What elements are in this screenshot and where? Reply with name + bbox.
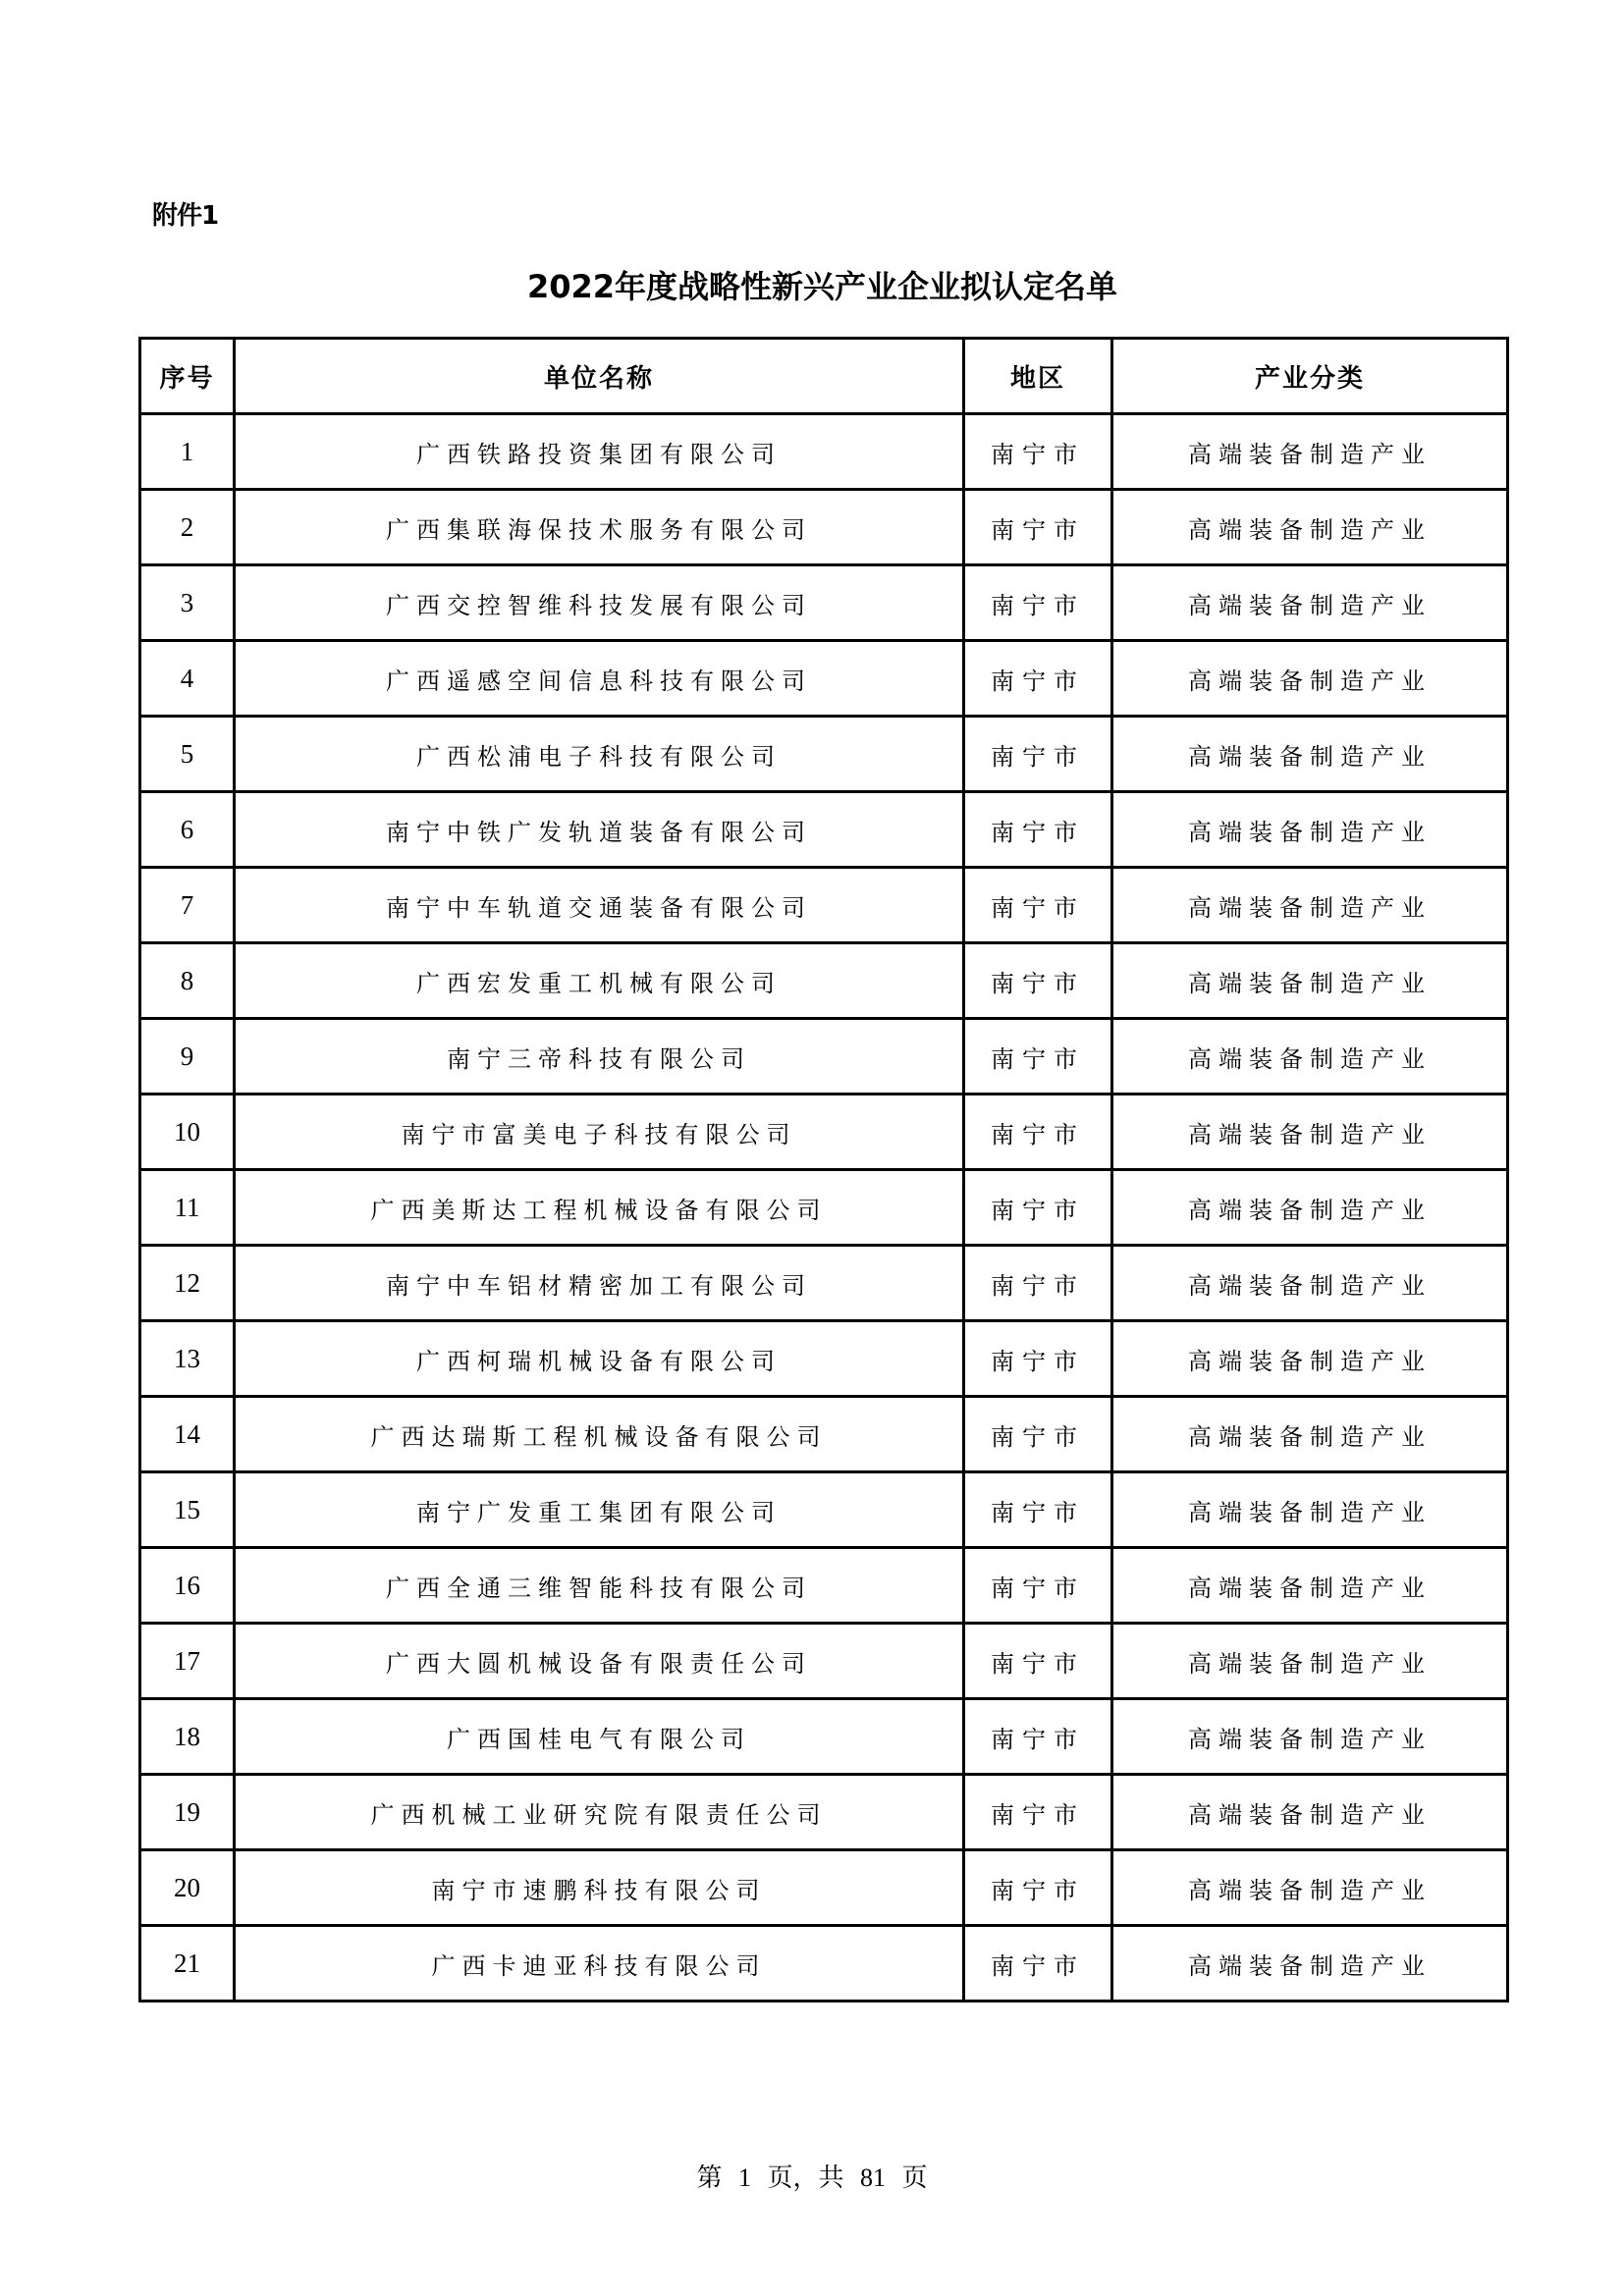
cell-seq: 10 bbox=[140, 1095, 235, 1170]
cell-seq: 2 bbox=[140, 490, 235, 565]
cell-seq: 13 bbox=[140, 1321, 235, 1397]
cell-industry: 高端装备制造产业 bbox=[1112, 717, 1508, 792]
cell-industry: 高端装备制造产业 bbox=[1112, 1170, 1508, 1246]
header-industry: 产业分类 bbox=[1112, 339, 1508, 414]
cell-company-name: 广西美斯达工程机械设备有限公司 bbox=[235, 1170, 964, 1246]
table-row bbox=[140, 943, 1508, 1019]
table-row bbox=[140, 1019, 1508, 1095]
cell-industry: 高端装备制造产业 bbox=[1112, 1246, 1508, 1321]
cell-seq: 5 bbox=[140, 717, 235, 792]
cell-company-name: 南宁广发重工集团有限公司 bbox=[235, 1472, 964, 1548]
cell-industry: 高端装备制造产业 bbox=[1112, 565, 1508, 641]
page-title: 2022年度战略性新兴产业企业拟认定名单 bbox=[526, 268, 1118, 305]
cell-company-name: 南宁中铁广发轨道装备有限公司 bbox=[235, 792, 964, 868]
cell-company-name: 广西全通三维智能科技有限公司 bbox=[235, 1548, 964, 1624]
cell-industry: 高端装备制造产业 bbox=[1112, 414, 1508, 490]
table-row bbox=[140, 1699, 1508, 1775]
table-row bbox=[140, 868, 1508, 943]
cell-company-name: 广西国桂电气有限公司 bbox=[235, 1699, 964, 1775]
cell-seq: 9 bbox=[140, 1019, 235, 1095]
cell-region: 南宁市 bbox=[964, 1170, 1112, 1246]
cell-region: 南宁市 bbox=[964, 1548, 1112, 1624]
cell-company-name: 广西松浦电子科技有限公司 bbox=[235, 717, 964, 792]
cell-region: 南宁市 bbox=[964, 1926, 1112, 2002]
cell-region: 南宁市 bbox=[964, 1624, 1112, 1699]
cell-company-name: 广西集联海保技术服务有限公司 bbox=[235, 490, 964, 565]
cell-seq: 8 bbox=[140, 943, 235, 1019]
cell-industry: 高端装备制造产业 bbox=[1112, 1019, 1508, 1095]
page-footer: 第 1 页，共 81 页 bbox=[696, 2163, 928, 2192]
cell-industry: 高端装备制造产业 bbox=[1112, 792, 1508, 868]
cell-company-name: 广西大圆机械设备有限责任公司 bbox=[235, 1624, 964, 1699]
cell-region: 南宁市 bbox=[964, 414, 1112, 490]
cell-industry: 高端装备制造产业 bbox=[1112, 1926, 1508, 2002]
cell-region: 南宁市 bbox=[964, 1246, 1112, 1321]
cell-region: 南宁市 bbox=[964, 1095, 1112, 1170]
cell-seq: 17 bbox=[140, 1624, 235, 1699]
cell-seq: 3 bbox=[140, 565, 235, 641]
table-row bbox=[140, 792, 1508, 868]
table-row bbox=[140, 717, 1508, 792]
cell-industry: 高端装备制造产业 bbox=[1112, 1472, 1508, 1548]
table-row bbox=[140, 641, 1508, 717]
cell-company-name: 广西达瑞斯工程机械设备有限公司 bbox=[235, 1397, 964, 1472]
cell-region: 南宁市 bbox=[964, 1397, 1112, 1472]
cell-region: 南宁市 bbox=[964, 1321, 1112, 1397]
cell-industry: 高端装备制造产业 bbox=[1112, 1095, 1508, 1170]
table-row bbox=[140, 414, 1508, 490]
cell-company-name: 广西遥感空间信息科技有限公司 bbox=[235, 641, 964, 717]
header-company-name: 单位名称 bbox=[235, 339, 964, 414]
cell-region: 南宁市 bbox=[964, 641, 1112, 717]
cell-seq: 16 bbox=[140, 1548, 235, 1624]
table-body bbox=[140, 414, 1508, 2002]
table-row bbox=[140, 1246, 1508, 1321]
cell-company-name: 广西柯瑞机械设备有限公司 bbox=[235, 1321, 964, 1397]
cell-industry: 高端装备制造产业 bbox=[1112, 1397, 1508, 1472]
cell-region: 南宁市 bbox=[964, 1850, 1112, 1926]
cell-industry: 高端装备制造产业 bbox=[1112, 1850, 1508, 1926]
cell-seq: 20 bbox=[140, 1850, 235, 1926]
cell-region: 南宁市 bbox=[964, 1472, 1112, 1548]
table-row bbox=[140, 1624, 1508, 1699]
table-row bbox=[140, 1472, 1508, 1548]
cell-region: 南宁市 bbox=[964, 717, 1112, 792]
table-row bbox=[140, 1775, 1508, 1850]
cell-seq: 4 bbox=[140, 641, 235, 717]
cell-industry: 高端装备制造产业 bbox=[1112, 1548, 1508, 1624]
cell-region: 南宁市 bbox=[964, 792, 1112, 868]
cell-industry: 高端装备制造产业 bbox=[1112, 641, 1508, 717]
cell-company-name: 广西机械工业研究院有限责任公司 bbox=[235, 1775, 964, 1850]
cell-industry: 高端装备制造产业 bbox=[1112, 1624, 1508, 1699]
cell-company-name: 南宁市速鹏科技有限公司 bbox=[235, 1850, 964, 1926]
table-row bbox=[140, 1850, 1508, 1926]
header-region: 地区 bbox=[964, 339, 1112, 414]
table-row bbox=[140, 565, 1508, 641]
cell-industry: 高端装备制造产业 bbox=[1112, 1321, 1508, 1397]
table-row bbox=[140, 1170, 1508, 1246]
cell-seq: 15 bbox=[140, 1472, 235, 1548]
cell-region: 南宁市 bbox=[964, 1019, 1112, 1095]
enterprise-list-table bbox=[138, 337, 1509, 2002]
cell-region: 南宁市 bbox=[964, 1699, 1112, 1775]
table-header-row bbox=[140, 339, 1508, 414]
table-row bbox=[140, 1397, 1508, 1472]
cell-industry: 高端装备制造产业 bbox=[1112, 1699, 1508, 1775]
cell-seq: 19 bbox=[140, 1775, 235, 1850]
cell-region: 南宁市 bbox=[964, 1775, 1112, 1850]
cell-region: 南宁市 bbox=[964, 943, 1112, 1019]
table-row bbox=[140, 490, 1508, 565]
cell-region: 南宁市 bbox=[964, 868, 1112, 943]
cell-industry: 高端装备制造产业 bbox=[1112, 1775, 1508, 1850]
table-row bbox=[140, 1548, 1508, 1624]
cell-seq: 21 bbox=[140, 1926, 235, 2002]
attachment-label: 附件1 bbox=[152, 201, 219, 231]
header-seq: 序号 bbox=[140, 339, 235, 414]
cell-company-name: 南宁市富美电子科技有限公司 bbox=[235, 1095, 964, 1170]
cell-seq: 1 bbox=[140, 414, 235, 490]
cell-company-name: 南宁中车轨道交通装备有限公司 bbox=[235, 868, 964, 943]
table-row bbox=[140, 1926, 1508, 2002]
cell-seq: 6 bbox=[140, 792, 235, 868]
cell-company-name: 广西铁路投资集团有限公司 bbox=[235, 414, 964, 490]
cell-seq: 12 bbox=[140, 1246, 235, 1321]
table-row bbox=[140, 1095, 1508, 1170]
cell-company-name: 南宁三帝科技有限公司 bbox=[235, 1019, 964, 1095]
cell-industry: 高端装备制造产业 bbox=[1112, 943, 1508, 1019]
cell-company-name: 广西交控智维科技发展有限公司 bbox=[235, 565, 964, 641]
cell-industry: 高端装备制造产业 bbox=[1112, 490, 1508, 565]
cell-seq: 7 bbox=[140, 868, 235, 943]
cell-seq: 11 bbox=[140, 1170, 235, 1246]
cell-company-name: 南宁中车铝材精密加工有限公司 bbox=[235, 1246, 964, 1321]
cell-company-name: 广西宏发重工机械有限公司 bbox=[235, 943, 964, 1019]
cell-region: 南宁市 bbox=[964, 565, 1112, 641]
cell-region: 南宁市 bbox=[964, 490, 1112, 565]
cell-seq: 18 bbox=[140, 1699, 235, 1775]
table-row bbox=[140, 1321, 1508, 1397]
cell-company-name: 广西卡迪亚科技有限公司 bbox=[235, 1926, 964, 2002]
cell-seq: 14 bbox=[140, 1397, 235, 1472]
cell-industry: 高端装备制造产业 bbox=[1112, 868, 1508, 943]
